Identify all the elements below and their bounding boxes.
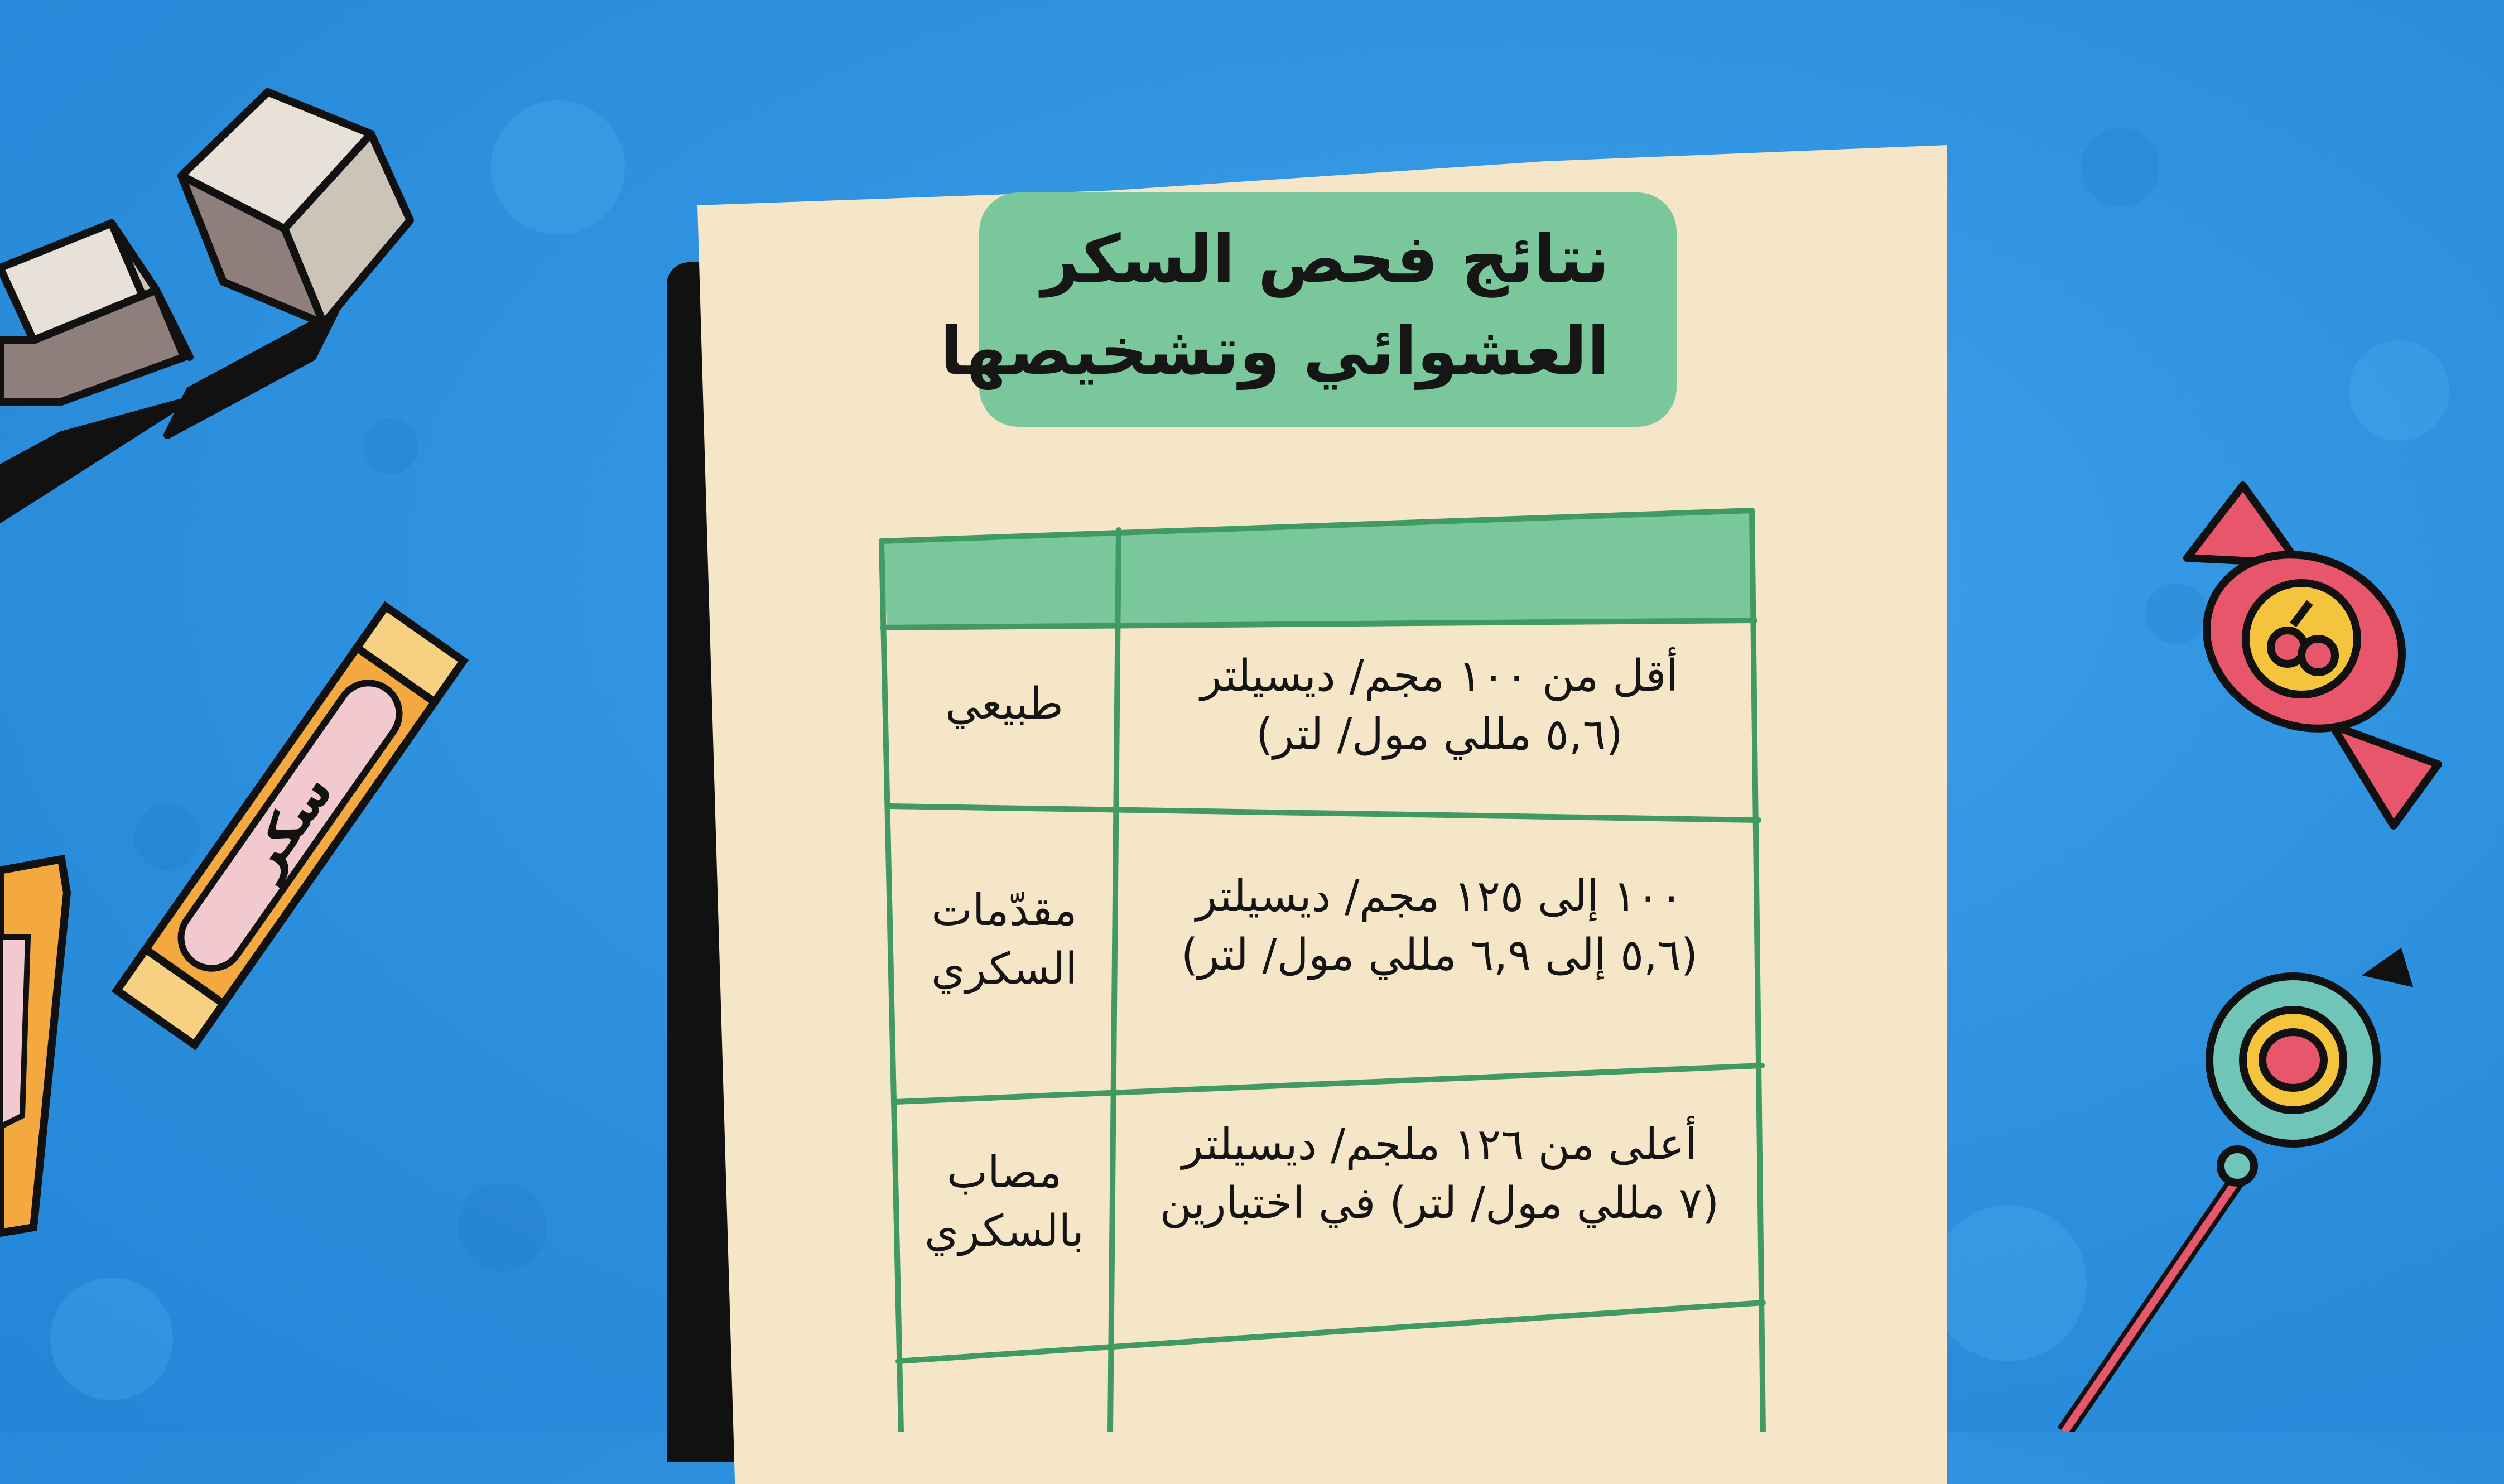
sugar-stick-icon [117, 606, 463, 1045]
title-line-1: نتائج فحص السكر [1041, 220, 1610, 297]
sugar-stick-partial-icon [0, 859, 67, 1233]
status-text-line2: بالسكري [924, 1206, 1084, 1257]
candy-icon [2178, 485, 2438, 826]
range-text-line2: (٥,٦ مللي مول/ لتر) [1256, 710, 1623, 760]
range-text-line2: (٧ مللي مول/ لتر) في اختبارين [1159, 1178, 1720, 1229]
range-text-line1: ١٠٠ إلى ١٢٥ مجم/ ديسيلتر [1196, 871, 1683, 922]
status-text-line1: مصاب [946, 1148, 1062, 1198]
sugar-stick-label: سكر [233, 763, 345, 887]
lollipop-icon [2064, 954, 2407, 1432]
status-text: طبيعي [945, 679, 1063, 729]
range-text-line2: (٥,٦ إلى ٦,٩ مللي مول/ لتر) [1181, 930, 1698, 981]
title-line-2: العشوائي وتشخيصها [940, 312, 1610, 389]
range-text-line1: أقل من ١٠٠ مجم/ ديسيلتر [1200, 651, 1679, 701]
range-text-line1: أعلى من ١٢٦ ملجم/ ديسيلتر [1182, 1120, 1697, 1170]
status-text-line2: السكري [931, 944, 1078, 995]
status-text-line1: مقدّمات [931, 885, 1077, 936]
sugar-cubes-icon [0, 92, 410, 519]
